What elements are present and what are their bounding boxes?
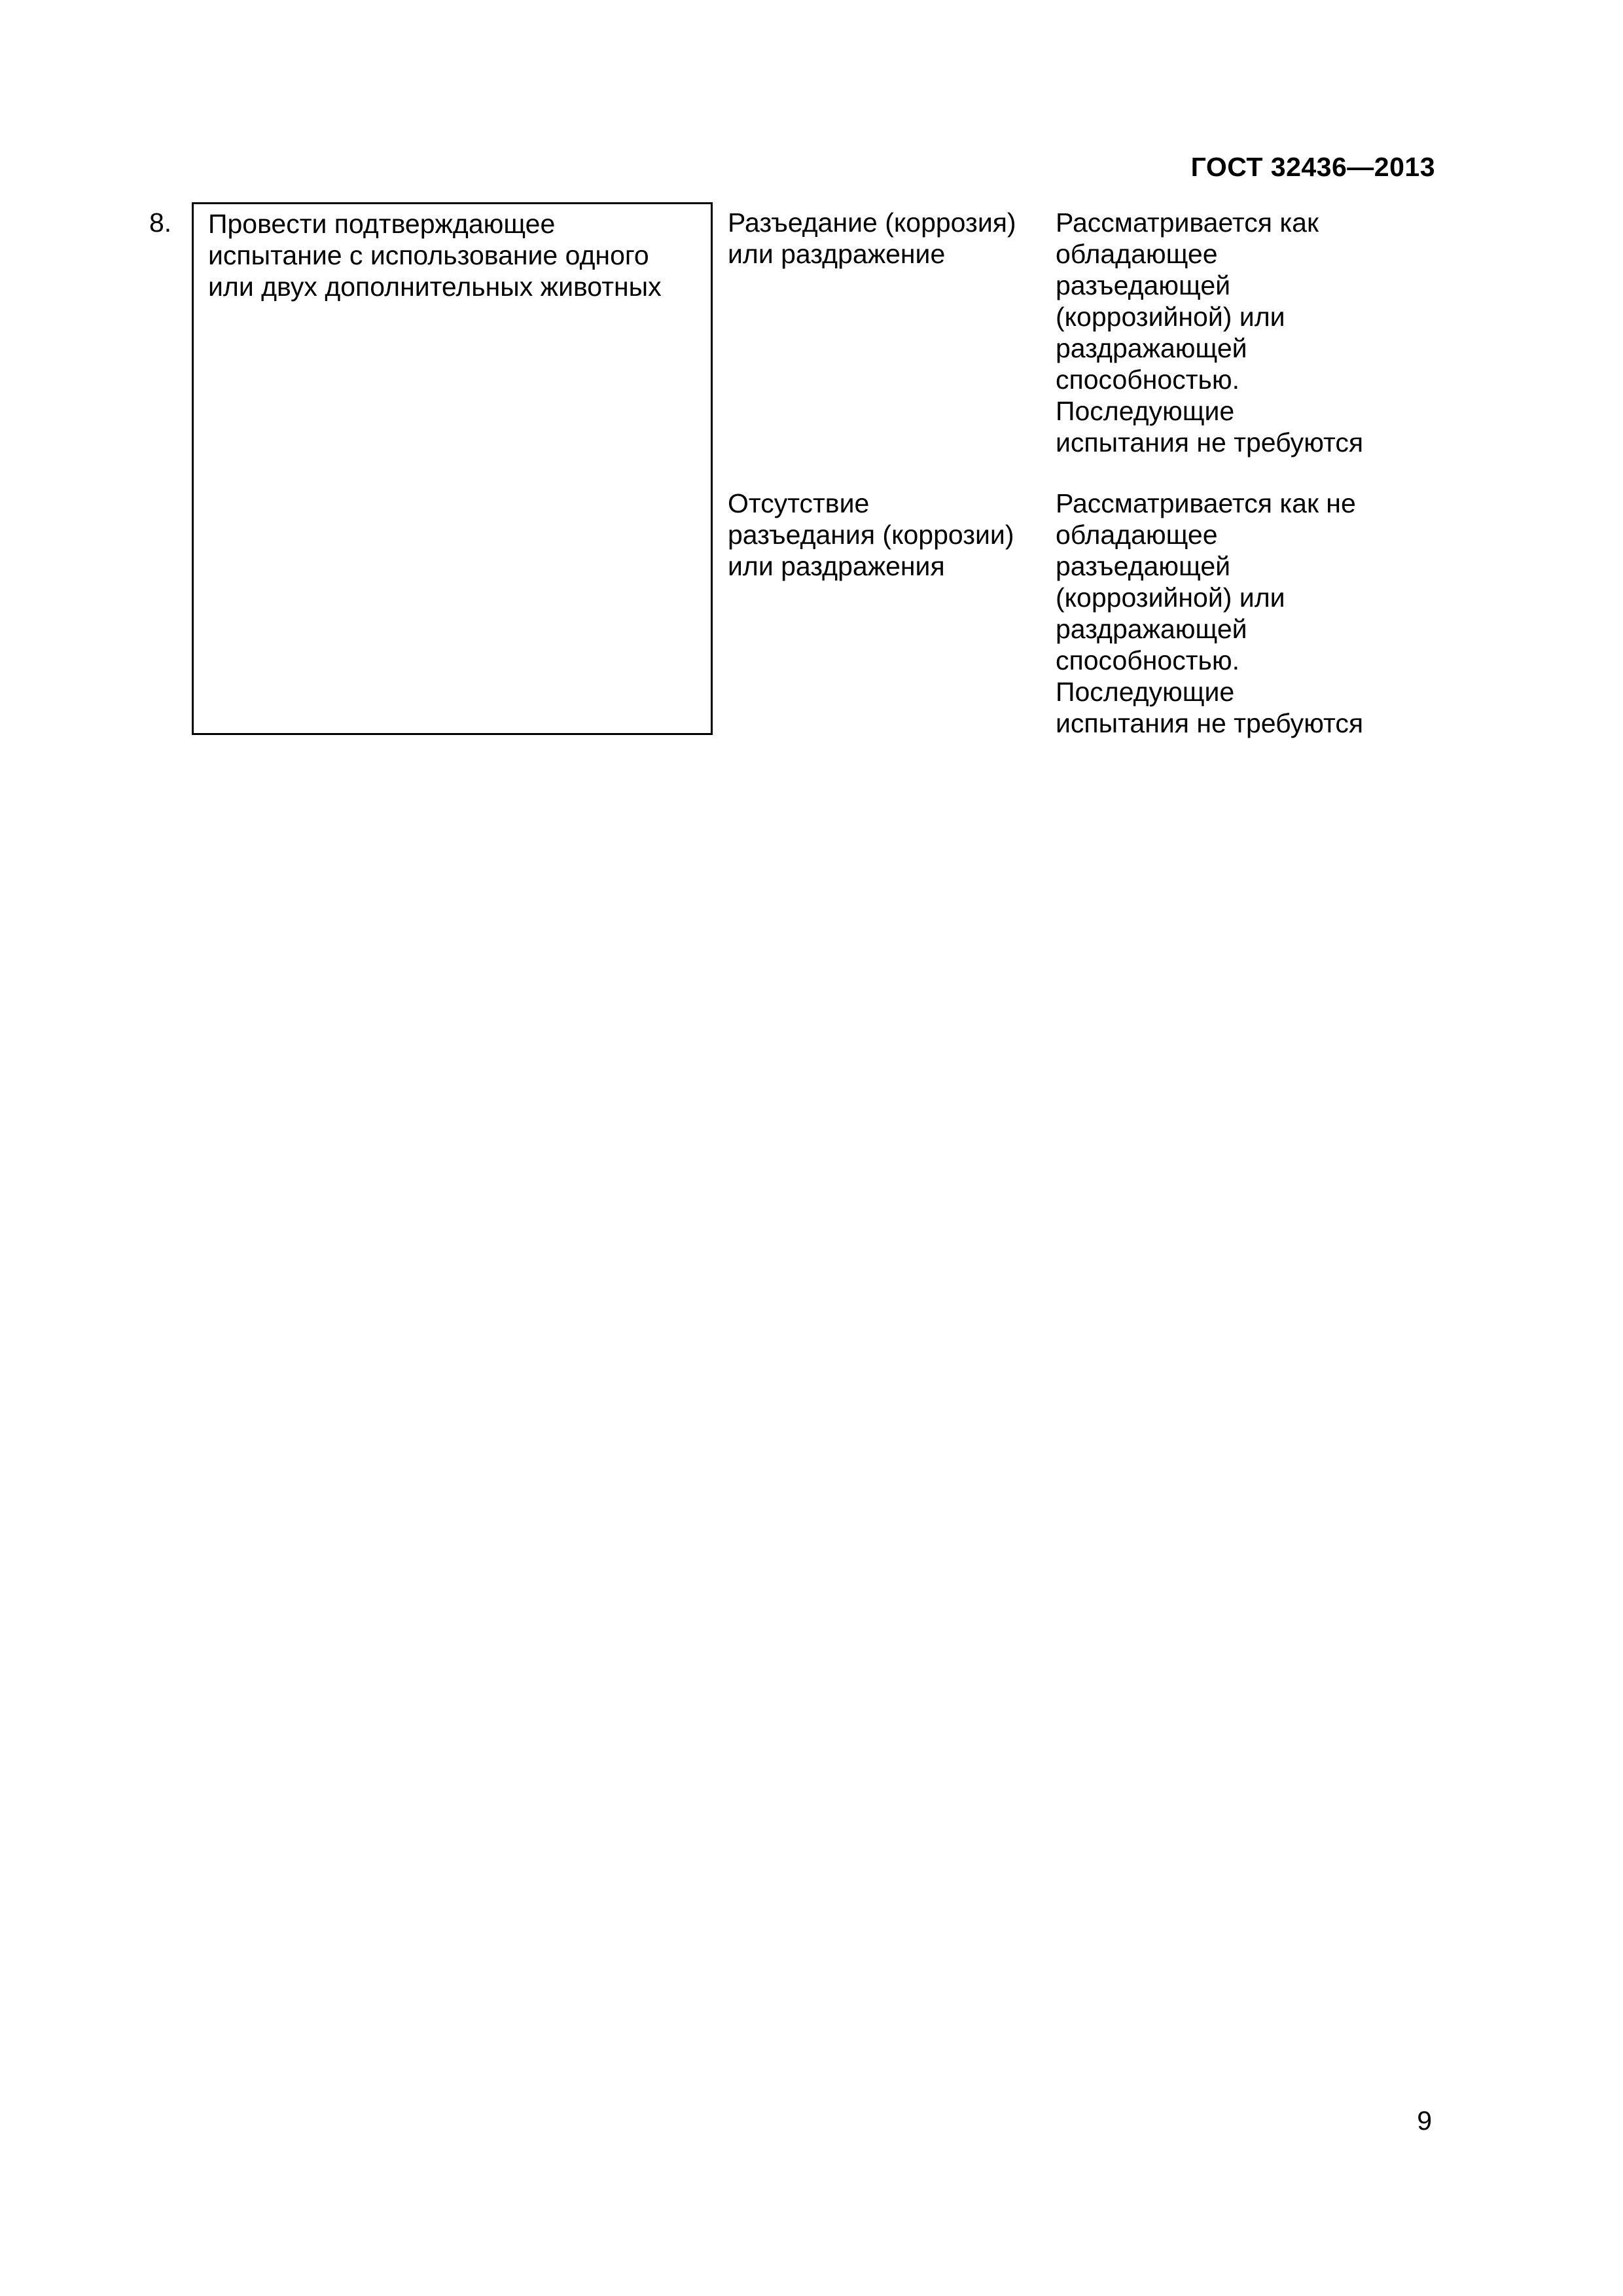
outcome-result-2: Отсутствие разъедания (коррозии) или раздражения [728, 488, 1014, 581]
action-box [192, 202, 713, 735]
step-number: 8. [149, 207, 172, 238]
page-number: 9 [1417, 2106, 1432, 2136]
outcome-result-1: Разъедание (коррозия) или раздражение [728, 207, 1016, 269]
outcome-conclusion-2: Рассматривается как не обладающее разъедающей (коррозийной) или раздражающей способностью. Последующие испытания не требуются [1056, 488, 1364, 738]
action-text: Провести подтверждающее испытание с использование одного или двух дополнительных животных [208, 209, 662, 302]
outcome-conclusion-1: Рассматривается как обладающее разъедающей (коррозийной) или раздражающей способностью. Последующие испытания не требуются [1056, 207, 1364, 457]
document-code: ГОСТ 32436—2013 [1190, 152, 1435, 182]
